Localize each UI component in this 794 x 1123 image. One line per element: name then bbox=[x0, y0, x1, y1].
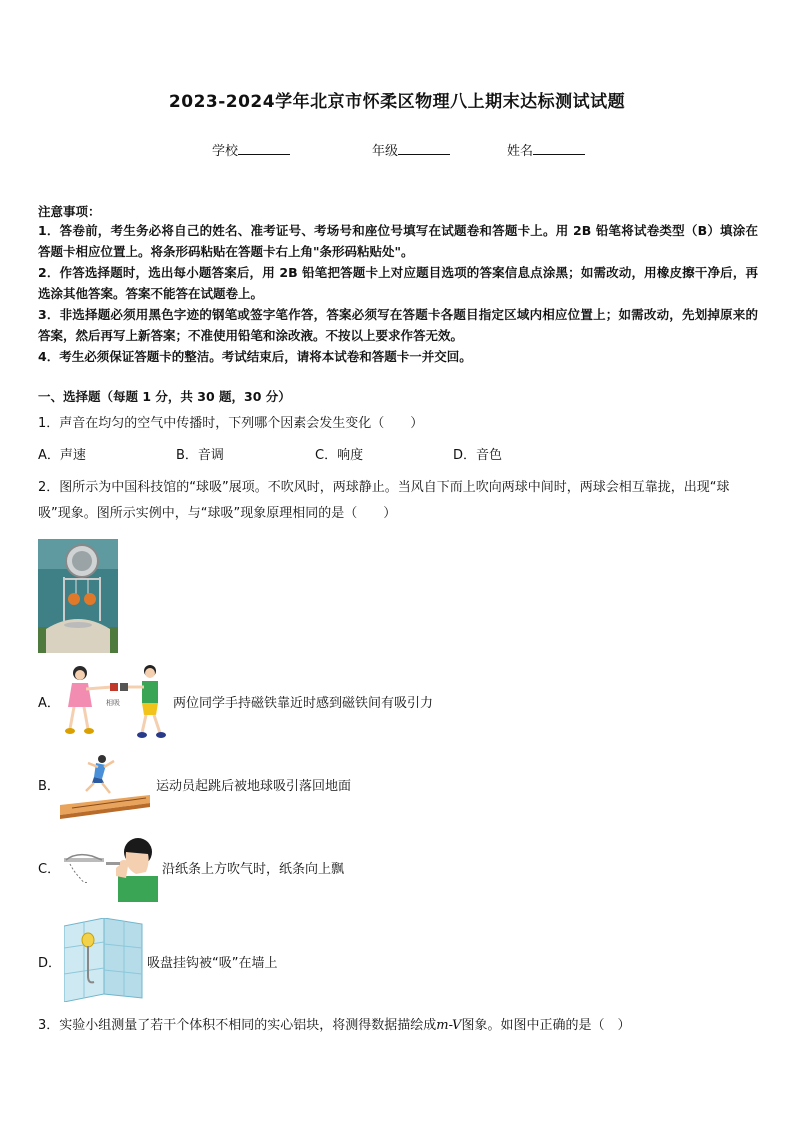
q1-option-d: D．音色 bbox=[453, 448, 503, 463]
grade-label: 年级 bbox=[372, 144, 399, 159]
q2-option-d-label: D． bbox=[38, 956, 62, 971]
q2-option-b-text: 运动员起跳后被地球吸引落回地面 bbox=[156, 779, 352, 794]
magnet-children-image bbox=[62, 663, 168, 739]
question-2-stem: 2．图所示为中国科技馆的“球吸”展项。不吹风时，两球静止。当风自下而上吹向两球中间时，两球会相互靠拢，出现“球吸”现象。图所示实例中，与“球吸”现象原理相同的是（ ） bbox=[38, 480, 730, 521]
note-3: 3．非选择题必须用黑色字迹的钢笔或签字笔作答，答案必须写在答题卡各题目指定区域内相应位置上；如需改动，先划掉原来的答案，然后再写上新答案；不准使用铅笔和涂改液。不按以上要求作答无效。 bbox=[38, 307, 758, 343]
notes-heading: 注意事项： bbox=[38, 204, 101, 219]
grade-field bbox=[372, 140, 450, 159]
school-label: 学校 bbox=[212, 144, 239, 159]
name-label: 姓名 bbox=[507, 144, 534, 159]
suction-hook-image bbox=[64, 918, 144, 1002]
q2-option-a-text: 两位同学手持磁铁靠近时感到磁铁间有吸引力 bbox=[173, 696, 434, 711]
magnet-caption: 相吸 bbox=[106, 699, 120, 707]
ball-suction-exhibit-image bbox=[38, 539, 118, 653]
grade-blank bbox=[398, 142, 450, 155]
q2-option-c-label: C． bbox=[38, 862, 61, 877]
name-blank bbox=[533, 142, 585, 155]
page-title: 2023-2024学年北京市怀柔区物理八上期末达标测试试题 bbox=[168, 92, 626, 112]
q1-option-c: C．响度 bbox=[315, 448, 364, 463]
q2-option-a-label: A． bbox=[38, 696, 60, 711]
q1-option-b: B．音调 bbox=[176, 448, 224, 463]
name-field bbox=[507, 140, 585, 159]
q2-option-d-text: 吸盘挂钩被“吸”在墙上 bbox=[147, 956, 278, 971]
question-1-stem: 1．声音在均匀的空气中传播时，下列哪个因素会发生变化（ ） bbox=[38, 416, 424, 431]
q2-option-b-label: B． bbox=[38, 779, 60, 794]
q3-stem-suffix: 图象。如图中正确的是（ ） bbox=[461, 1018, 631, 1033]
note-2: 2．作答选择题时，选出每小题答案后，用 2B 铅笔把答题卡上对应题目选项的答案信息点涂黑；如需改动，用橡皮擦干净后，再选涂其他答案。答案不能答在试题卷上。 bbox=[38, 265, 758, 301]
q1-option-a: A．声速 bbox=[38, 448, 86, 463]
jumping-athlete-image bbox=[60, 753, 150, 819]
q2-option-c-text: 沿纸条上方吹气时，纸条向上飘 bbox=[162, 862, 345, 877]
q3-stem-prefix: 3．实验小组测量了若干个体积不相同的实心铝块，将测得数据描绘成 bbox=[38, 1018, 437, 1033]
question-3-stem bbox=[38, 1013, 758, 1039]
note-1: 1．答卷前，考生务必将自己的姓名、准考证号、考场号和座位号填写在试题卷和答题卡上。用 2B 铅笔将试卷类型（B）填涂在答题卡相应位置上。将条形码粘贴在答题卡右上角"条形码粘贴处"。 bbox=[38, 223, 758, 259]
section-heading: 一、选择题（每题 1 分，共 30 题，30 分） bbox=[38, 389, 291, 404]
blowing-paper-image bbox=[62, 832, 160, 902]
school-field bbox=[212, 140, 290, 159]
q3-stem-math: m-V bbox=[436, 1018, 462, 1033]
school-blank bbox=[238, 142, 290, 155]
note-4: 4．考生必须保证答题卡的整洁。考试结束后，请将本试卷和答题卡一并交回。 bbox=[38, 349, 472, 364]
